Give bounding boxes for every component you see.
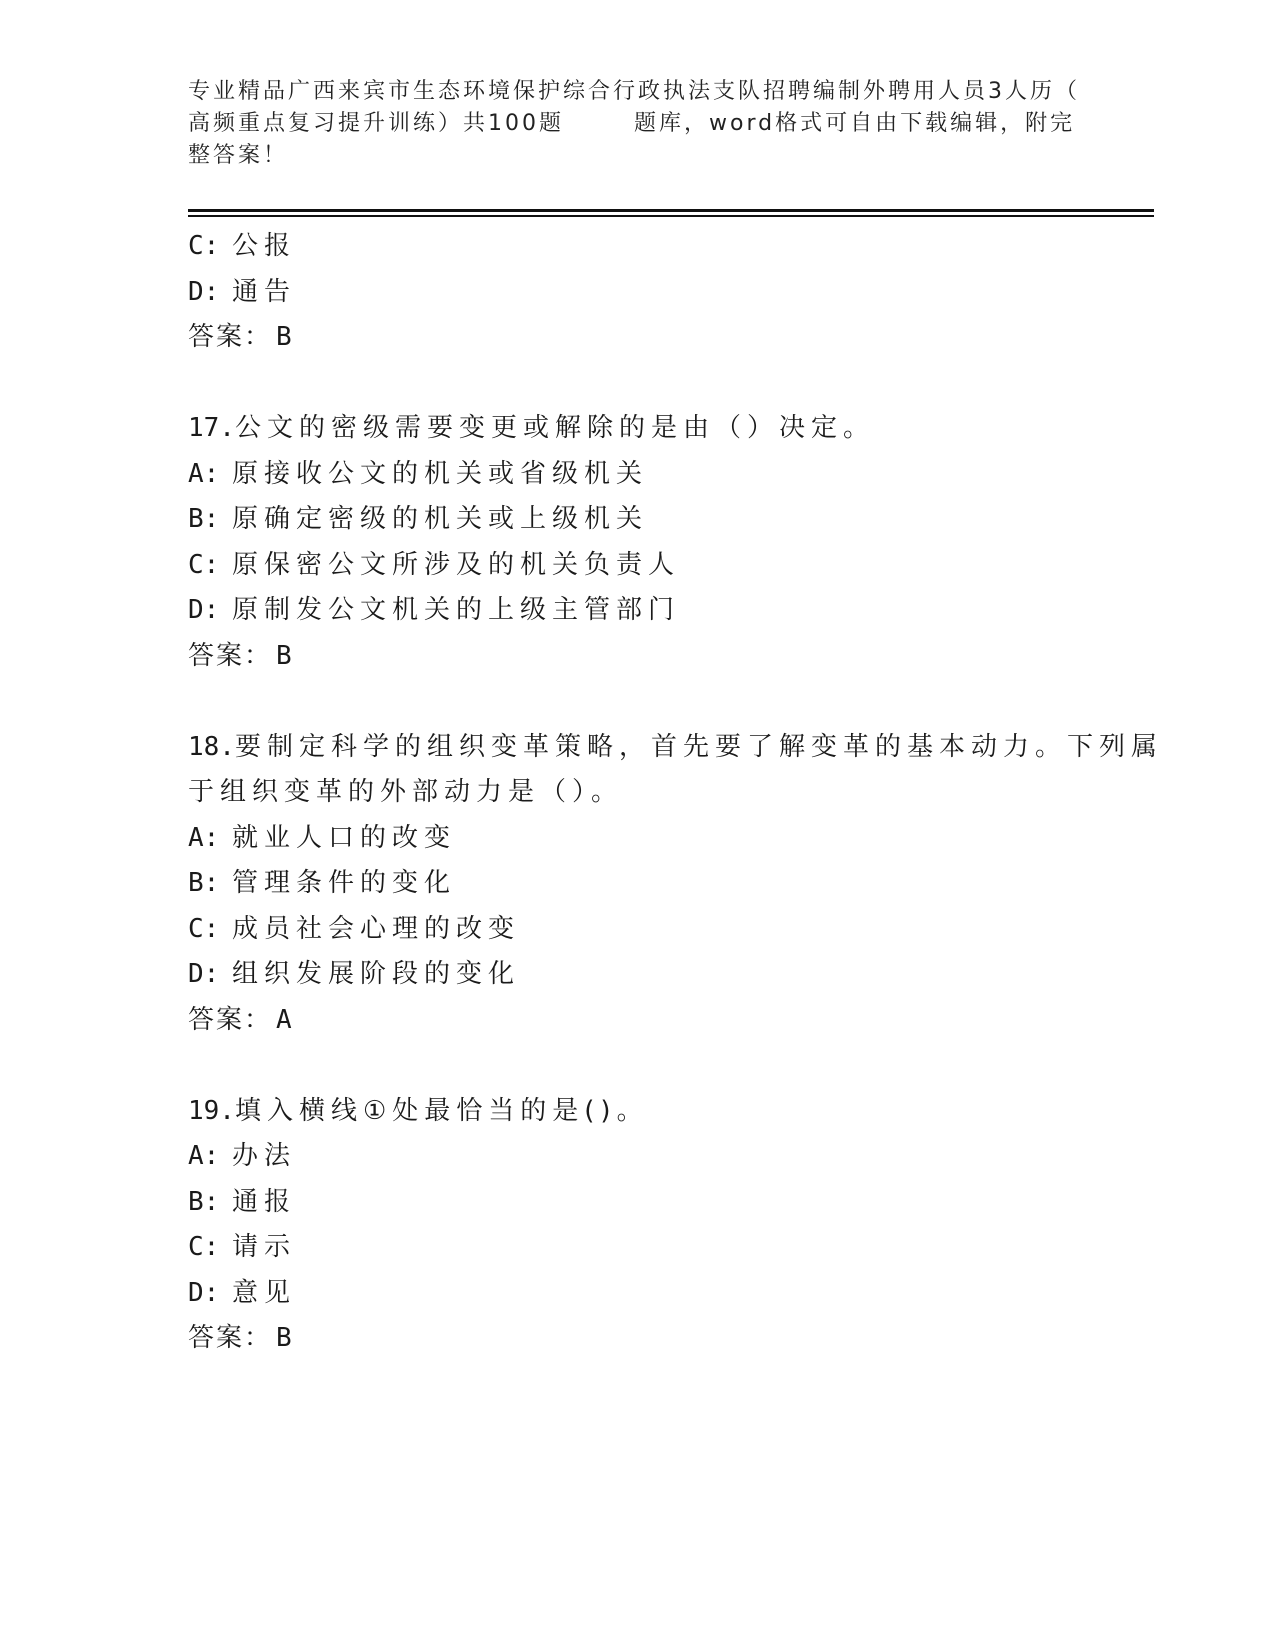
q17-option-b: B: 原确定密级的机关或上级机关 (188, 504, 649, 534)
option-d: D: 通告 (188, 276, 297, 307)
q18-answer: 答案： A (188, 1004, 292, 1035)
q19-answer: 答案： B (188, 1323, 292, 1353)
q18-option-c: C: 成员社会心理的改变 (188, 913, 521, 944)
header-title-line-2 (188, 108, 1088, 140)
header-title-line-2b: 题库，word格式可自由下载编辑，附完 (634, 111, 1076, 136)
page-header (188, 76, 1088, 172)
q17-option-a: A: 原接收公文的机关或省级机关 (188, 458, 649, 489)
q19-option-d: D: 意见 (188, 1277, 297, 1308)
question-18-text: 18.要制定科学的组织变革策略，首先要了解变革的基本动力。下列属 (188, 731, 1163, 762)
q17-answer: 答案： B (188, 640, 292, 671)
question-18-text-cont: 于组织变革的外部动力是（）。 (188, 777, 624, 807)
header-title-line-1: 专业精品广西来宾市生态环境保护综合行政执法支队招聘编制外聘用人员3人历（ (188, 79, 1080, 104)
question-content (188, 224, 1163, 1362)
q18-option-d: D: 组织发展阶段的变化 (188, 959, 521, 989)
q19-option-a: A: 办法 (188, 1141, 297, 1171)
header-title-line-2a: 高频重点复习提升训练）共100题 (188, 111, 564, 136)
question-19-text: 19.填入横线①处最恰当的是()。 (188, 1095, 649, 1126)
q17-option-c: C: 原保密公文所涉及的机关负责人 (188, 549, 681, 580)
q17-option-d: D: 原制发公文机关的上级主管部门 (188, 595, 681, 625)
header-divider-thick (188, 209, 1154, 212)
header-divider-thin (188, 215, 1154, 217)
option-c: C: 公报 (188, 231, 297, 261)
q19-option-b: B: 通报 (188, 1186, 297, 1217)
q18-option-b: B: 管理条件的变化 (188, 868, 457, 898)
q18-option-a: A: 就业人口的改变 (188, 822, 457, 853)
question-17-text: 17.公文的密级需要变更或解除的是由（）决定。 (188, 413, 875, 443)
answer-line: 答案： B (188, 322, 292, 352)
header-title-line-3: 整答案！ (188, 143, 289, 168)
q19-option-c: C: 请示 (188, 1232, 297, 1262)
